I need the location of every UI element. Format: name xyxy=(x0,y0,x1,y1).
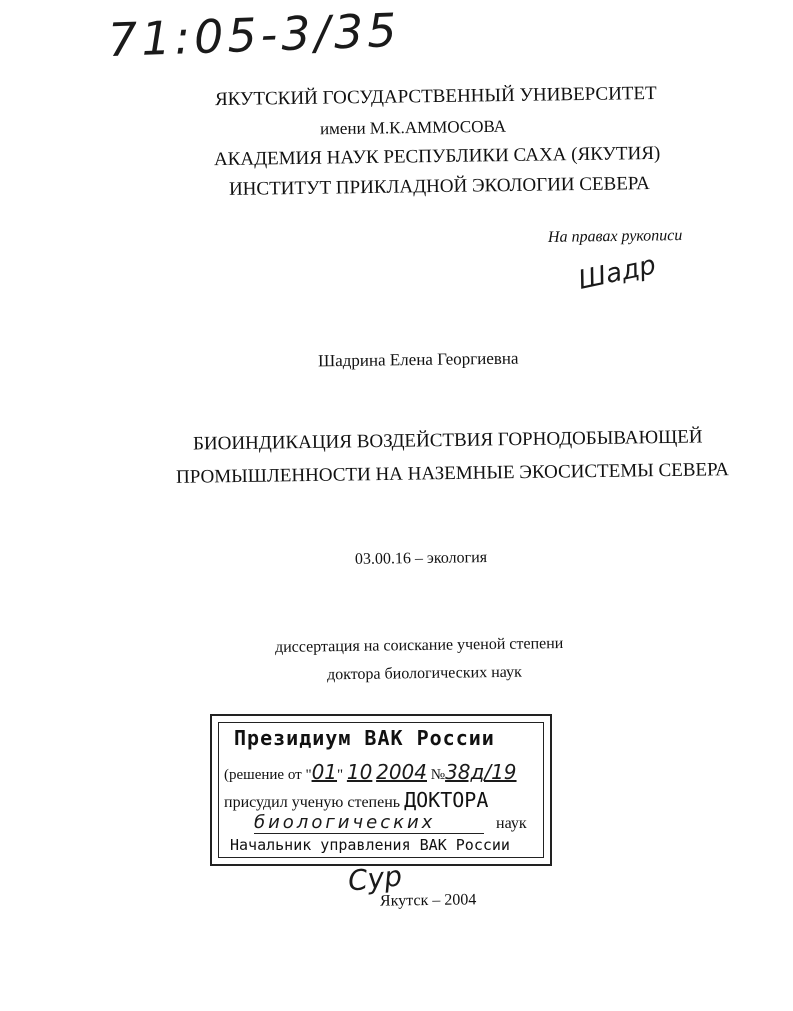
number-label: № xyxy=(430,767,446,783)
decision-prefix: (решение от xyxy=(224,767,302,783)
specialty-code: 03.00.16 – экология xyxy=(354,549,488,568)
stamp-science-line xyxy=(254,812,527,834)
awarded-text: присудил ученую степень xyxy=(224,794,401,811)
academy-name: АКАДЕМИЯ НАУК РЕСПУБЛИКИ САХА (ЯКУТИЯ) xyxy=(213,142,661,171)
decision-year: 2004 xyxy=(376,760,427,784)
author-signature: Шадр xyxy=(575,250,659,296)
stamp-decision-line: (решение от "01" 10 2004 №38д/19 xyxy=(224,760,517,784)
degree-word: ДОКТОРА xyxy=(404,788,489,812)
stamp-title: Президиум ВАК России xyxy=(234,726,495,750)
stamp-head: Начальник управления ВАК России xyxy=(230,836,510,854)
university-name: ЯКУТСКИЙ ГОСУДАРСТВЕННЫЙ УНИВЕРСИТЕТ xyxy=(214,82,657,111)
stamp-awarded-line xyxy=(224,788,488,812)
degree-line2: доктора биологических наук xyxy=(326,663,522,684)
degree-line1: диссертация на соискание ученой степени xyxy=(274,634,564,657)
author-name: Шадрина Елена Георгиевна xyxy=(317,348,519,371)
manuscript-note: На правах рукописи xyxy=(547,227,683,246)
named-after: имени М.К.АММОСОВА xyxy=(319,116,507,139)
decision-day: 01 xyxy=(311,760,338,784)
dissertation-title-line2: ПРОМЫШЛЕННОСТИ НА НАЗЕМНЫЕ ЭКОСИСТЕМЫ СЕВЕРА xyxy=(175,459,730,488)
city-year: Якутск – 2004 xyxy=(379,891,477,910)
archive-code: 71:05-3/35 xyxy=(107,2,402,68)
decision-month: 10 xyxy=(346,760,373,784)
vak-stamp xyxy=(210,714,552,866)
science-handwritten: биологических xyxy=(254,812,484,834)
head-signature: Сур xyxy=(346,859,404,898)
institute-name: ИНСТИТУТ ПРИКЛАДНОЙ ЭКОЛОГИИ СЕВЕРА xyxy=(228,173,650,200)
science-suffix: наук xyxy=(496,815,527,832)
dissertation-title-line1: БИОИНДИКАЦИЯ ВОЗДЕЙСТВИЯ ГОРНОДОБЫВАЮЩЕЙ xyxy=(192,426,703,455)
decision-number: 38д/19 xyxy=(445,760,517,784)
